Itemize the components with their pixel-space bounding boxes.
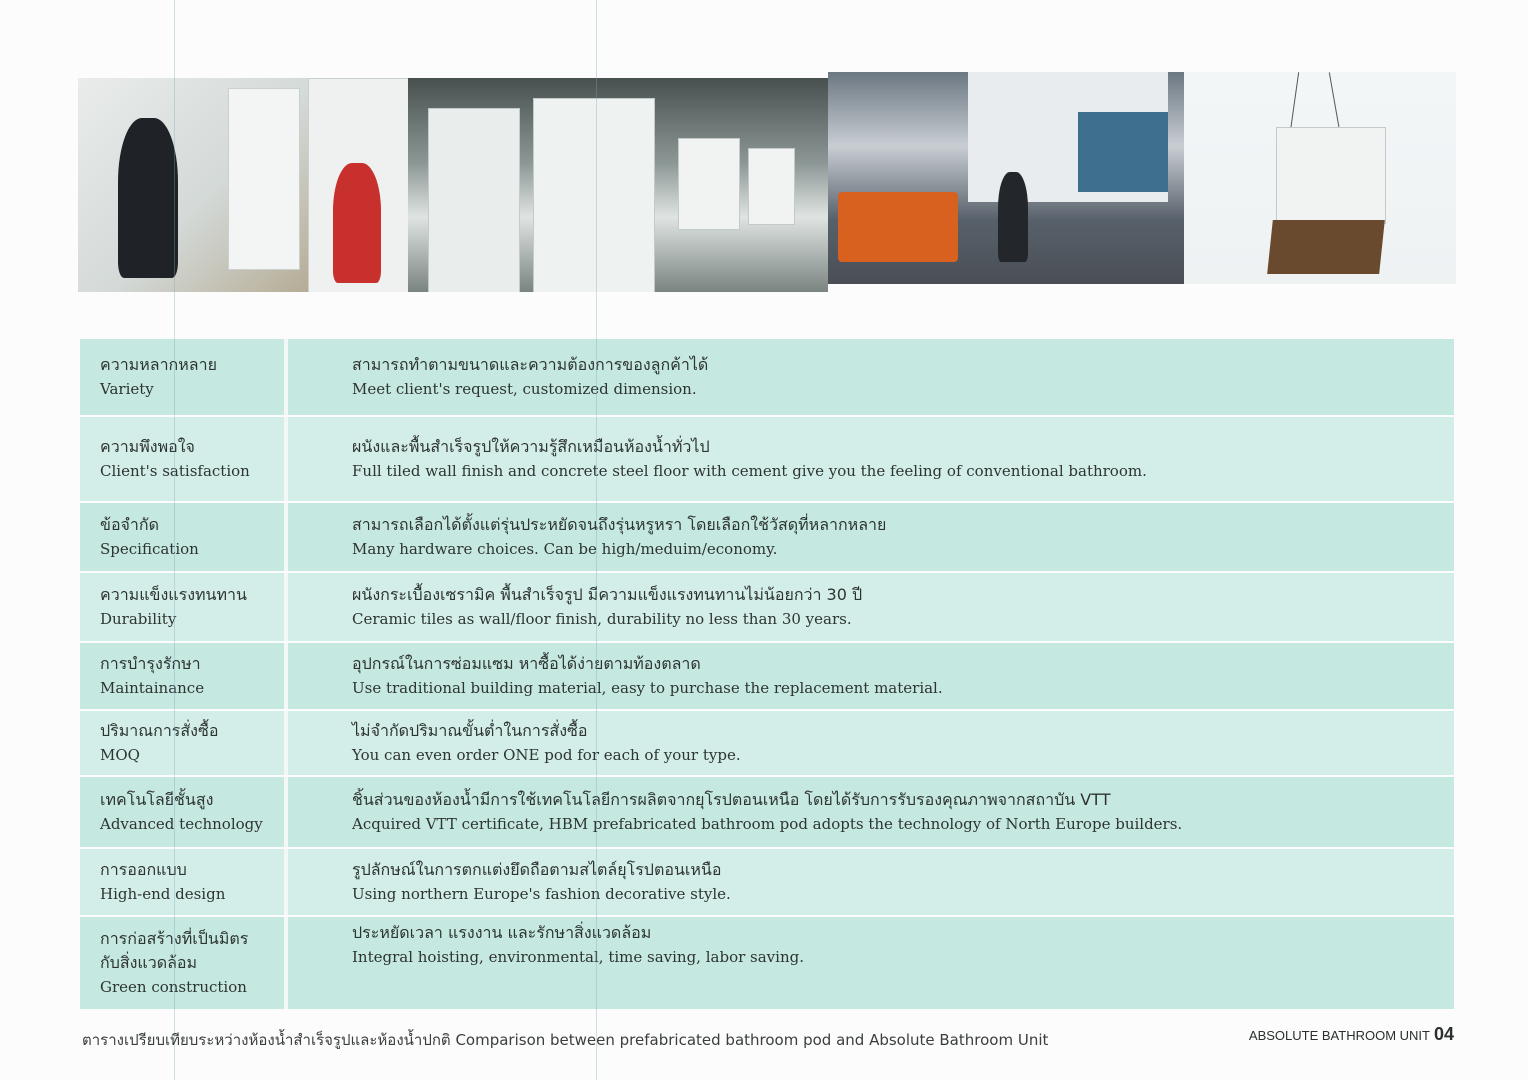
row-label-en: Green construction [100,978,247,996]
row-label-cell [80,643,284,709]
row-desc-cell [288,503,1454,571]
row-label-th: ความหลากหลาย [100,355,217,374]
row-desc-th: ผนังและพื้นสำเร็จรูปให้ความรู้สึกเหมือนห้องน้ำทั่วไป [352,437,710,456]
row-label-th: ปริมาณการสั่งซื้อ [100,721,219,740]
row-desc-th: ไม่จำกัดปริมาณขั้นต่ำในการสั่งซื้อ [352,721,588,740]
row-label-cell [80,711,284,775]
row-label-cell [80,917,284,1009]
forklift-loading-photo [828,72,1184,284]
row-desc-cell [288,417,1454,501]
row-desc-th: รูปลักษณ์ในการตกแต่งยึดถือตามสไตล์ยุโรปตอนเหนือ [352,860,722,879]
table-row [80,417,1454,501]
row-desc-cell [288,849,1454,915]
row-desc-th: ชิ้นส่วนของห้องน้ำมีการใช้เทคโนโลยีการผลิตจากยุโรปตอนเหนือ โดยได้รับการรับรองคุณภาพจากสถาบัน VTT [352,790,1111,809]
hoisting-pod-photo [1184,72,1456,284]
row-desc-th: อุปกรณ์ในการซ่อมแซม หาซื้อได้ง่ายตามท้องตลาด [352,654,701,673]
row-label-th: ความพึงพอใจ [100,437,195,456]
footer-caption-en: Comparison between prefabricated bathroom pod and Absolute Bathroom Unit [455,1031,1049,1049]
row-desc-cell [288,777,1454,847]
table-row [80,917,1454,1009]
row-label-en: Client's satisfaction [100,462,250,480]
row-label-en: Variety [100,380,154,398]
row-label-cell [80,503,284,571]
row-label-en: Maintainance [100,679,205,697]
row-label-th: การออกแบบ [100,860,187,879]
footer-caption [82,1028,1048,1052]
installation-photo [78,78,408,292]
row-label-th: ข้อจำกัด [100,515,159,534]
table-row [80,777,1454,847]
row-desc-en: Full tiled wall finish and concrete steel floor with cement give you the feeling of conventional bathroom. [352,462,1147,480]
scan-line [596,0,597,1080]
row-desc-en: Ceramic tiles as wall/floor finish, durability no less than 30 years. [352,610,852,628]
row-desc-th: ประหยัดเวลา แรงงาน และรักษาสิ่งแวดล้อม [352,922,652,942]
row-label-cell [80,777,284,847]
row-desc-en: Use traditional building material, easy to purchase the replacement material. [352,679,943,697]
row-desc-th: ผนังกระเบื้องเซรามิค พื้นสำเร็จรูป มีความแข็งแรงทนทานไม่น้อยกว่า 30 ปี [352,585,863,604]
photo-strip [78,72,1456,294]
page-number: 04 [1433,1024,1454,1044]
row-desc-en: Integral hoisting, environmental, time saving, labor saving. [352,947,804,966]
brand-name: ABSOLUTE BATHROOM UNIT [1248,1028,1430,1043]
row-desc-th: สามารถเลือกได้ตั้งแต่รุ่นประหยัดจนถึงรุ่นหรูหรา โดยเลือกใช้วัสดุที่หลากหลาย [352,515,887,534]
row-label-th: การบำรุงรักษา [100,654,201,673]
footer-brand [1249,1024,1454,1045]
table-row [80,573,1454,641]
row-desc-cell [288,917,1454,1009]
row-desc-en: Using northern Europe's fashion decorative style. [352,885,731,903]
row-desc-th: สามารถทำตามขนาดและความต้องการของลูกค้าได้ [352,355,709,374]
scan-line [174,0,175,1080]
row-label-cell [80,573,284,641]
row-label-en: Advanced technology [100,815,263,833]
row-label-en: Specification [100,540,199,558]
table-row [80,643,1454,709]
row-label-en: Durability [100,610,177,628]
row-desc-cell [288,339,1454,415]
row-label-cell [80,339,284,415]
table-row [80,339,1454,415]
row-desc-en: Meet client's request, customized dimension. [352,380,697,398]
row-label-th: ความแข็งแรงทนทาน [100,585,247,604]
table-row [80,503,1454,571]
row-desc-cell [288,643,1454,709]
row-label-cell [80,849,284,915]
table-row [80,711,1454,775]
row-desc-cell [288,711,1454,775]
table-row [80,849,1454,915]
row-label-th-line2: กับสิ่งแวดล้อม [100,953,198,972]
row-desc-cell [288,573,1454,641]
row-label-th: การก่อสร้างที่เป็นมิตร [100,929,249,948]
row-label-en: MOQ [100,746,140,764]
row-label-th: เทคโนโลยีชั้นสูง [100,790,214,809]
row-desc-en: Many hardware choices. Can be high/meduim/economy. [352,540,778,558]
footer-caption-th: ตารางเปรียบเทียบระหว่างห้องน้ำสำเร็จรูปและห้องน้ำปกติ [82,1031,451,1049]
row-desc-en: Acquired VTT certificate, HBM prefabricated bathroom pod adopts the technology of North Europe builders. [352,815,1183,833]
row-desc-en: You can even order ONE pod for each of your type. [352,746,741,764]
row-label-en: High-end design [100,885,226,903]
row-label-cell [80,417,284,501]
factory-pods-photo [408,78,828,292]
